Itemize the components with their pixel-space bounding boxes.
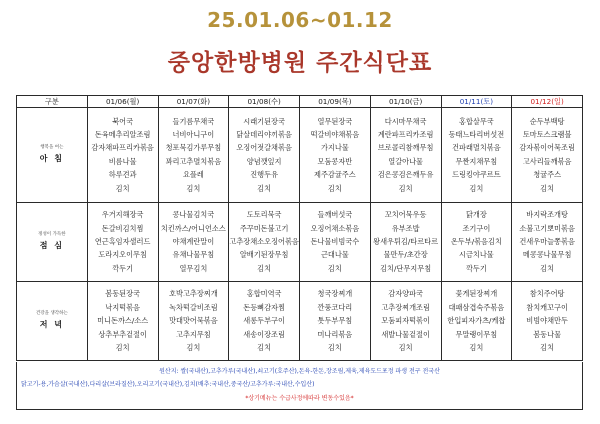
meal-label-lunch (17, 202, 88, 281)
menu-cell-lunch-thu (300, 202, 371, 281)
dish-item: 무짠지채무침 (455, 156, 498, 166)
dish-item: 김치 (257, 343, 272, 353)
dish-item: 물만두/초간장 (383, 250, 428, 260)
dish-item: 메콩콩나물무침 (522, 250, 572, 260)
day-header-fri: 01/10(금) (370, 96, 441, 108)
dish-item: 감자양파국 (388, 289, 423, 299)
dish-item: 돈육메추리알조림 (94, 130, 151, 140)
dish-item: 새롱두부구이 (243, 316, 285, 326)
meal-label-caption: 행복을 여는 (40, 145, 64, 151)
table-header-row (17, 96, 583, 108)
dish-item: 김치 (540, 343, 555, 353)
dish-item: 돈갈비김치찜 (101, 223, 144, 233)
dish-item: 북어국 (112, 116, 134, 126)
meal-label-caption: 건강을 생각하는 (35, 311, 68, 317)
dish-item: 돈나물비빔국수 (310, 237, 360, 247)
dish-item: 순두부백탕 (529, 116, 565, 126)
dish-item: 김치 (327, 263, 342, 273)
dish-item: 감자볶이어묵조림 (519, 143, 575, 153)
dish-item: 김치 (115, 183, 130, 193)
menu-cell-lunch-wed (229, 202, 300, 281)
dish-item: 고사리들깨볶음 (522, 156, 572, 166)
day-header-thu: 01/09(목) (300, 96, 371, 108)
dish-item: 가지나물 (320, 143, 349, 153)
dish-item: 도라지오이무침 (98, 250, 147, 260)
dish-item: 들기름무채국 (172, 116, 215, 126)
dish-item: 계란파프리카조림 (377, 130, 434, 140)
dish-item: 시래기된장국 (243, 116, 285, 126)
dish-item: 고추장찌개조림 (381, 302, 430, 312)
dish-item: 비빔야채만두 (526, 316, 568, 326)
dish-item: 온두부/볶음김치 (450, 237, 502, 247)
dish-item: 김치 (327, 183, 342, 193)
dish-item: 깍두기 (465, 263, 487, 273)
dish-item: 모둠피자떡볶이 (381, 316, 430, 326)
dish-item: 김치 (115, 343, 130, 353)
origin-note-line2: 닭고기-용,가슴살(국내산),다리살(브라질산),오리고기(국내산),김치(배추:국내산,중국산/고추가루:국내산,수입산) (21, 381, 315, 388)
dish-item: 청포묵김가루무침 (165, 143, 222, 153)
day-header-tue: 01/07(화) (158, 96, 229, 108)
day-header-sun: 01/12(일) (512, 96, 583, 108)
meal-label-dinner (17, 281, 88, 360)
dish-item: 참치캐꼬구이 (526, 302, 568, 312)
dish-item: 홍합미역국 (246, 289, 282, 299)
menu-cell-lunch-sun (512, 202, 583, 281)
dish-item: 깍두기 (112, 263, 134, 273)
meal-row-dinner (17, 281, 583, 360)
dish-item: 새송이장조림 (243, 329, 285, 339)
dish-item: 떡갈비야채볶음 (310, 130, 360, 140)
dish-item: 김치 (186, 183, 201, 193)
menu-cell-breakfast-thu (300, 108, 371, 203)
dish-item: 김치 (327, 343, 342, 353)
dish-item: 김치 (469, 343, 484, 353)
dish-item: 건새우마늘쫑볶음 (519, 237, 575, 247)
meal-label-name: 아 침 (39, 154, 64, 164)
dish-item: 모둠콩자반 (317, 156, 353, 166)
dish-item: 토마토스크램블 (522, 130, 572, 140)
meal-row-lunch (17, 202, 583, 281)
menu-cell-dinner-mon (87, 281, 158, 360)
menu-cell-dinner-thu (300, 281, 371, 360)
menu-cell-dinner-sat (441, 281, 512, 360)
day-header-sat: 01/11(토) (441, 96, 512, 108)
dish-item: 제주감귤주스 (314, 170, 356, 180)
dish-item: 열무된장국 (317, 116, 353, 126)
dish-item: 치킨까스/어니언소스 (160, 223, 226, 233)
dish-item: 김치/단무지무침 (380, 263, 432, 273)
dish-item: 미나리볶음 (317, 329, 353, 339)
dish-item: 참치주어탕 (529, 289, 565, 299)
dish-item: 청귤주스 (533, 170, 562, 180)
dish-item: 하루견과 (108, 170, 137, 180)
menu-cell-breakfast-wed (229, 108, 300, 203)
menu-cell-dinner-tue (158, 281, 229, 360)
dish-item: 김치 (540, 263, 555, 273)
dish-item: 고추지무침 (176, 329, 211, 339)
dish-item: 감자채파프리카볶음 (91, 143, 154, 153)
dish-item: 너비아니구이 (172, 130, 215, 140)
dish-item: 알배기된장무침 (239, 250, 289, 260)
dish-item: 시금치나물 (459, 250, 494, 260)
meal-label-name: 저 녁 (39, 320, 64, 330)
dish-item: 다시마무채국 (384, 116, 427, 126)
dish-item: 녹차떡갈비조림 (169, 302, 218, 312)
dish-item: 진행두유 (250, 170, 279, 180)
dish-item: 김치 (186, 343, 201, 353)
dish-item: 오징어젓갈채볶음 (236, 143, 292, 153)
date-range: 25.01.06~01.12 (207, 8, 393, 32)
dish-item: 꽈리고추멸치볶음 (165, 156, 222, 166)
dish-item: 연근흑임자샐러드 (94, 237, 151, 247)
dish-item: 주꾸미돈불고기 (239, 223, 289, 233)
page-title: 중앙한방병원 주간식단표 (167, 50, 433, 76)
menu-cell-breakfast-sun (512, 108, 583, 203)
menu-cell-breakfast-tue (158, 108, 229, 203)
dish-item: 조기구이 (462, 223, 491, 233)
dish-item: 김치 (540, 183, 555, 193)
dish-item: 봄동나물 (533, 329, 562, 339)
menu-cell-dinner-fri (370, 281, 441, 360)
menu-cell-breakfast-fri (370, 108, 441, 203)
dish-item: 미니돈까스/소스 (97, 316, 149, 326)
dish-item: 비름나물 (108, 156, 137, 166)
menu-cell-breakfast-sat (441, 108, 512, 203)
dish-item: 깐풍코다리 (317, 302, 353, 312)
meal-row-breakfast (17, 108, 583, 203)
dish-item: 근대나물 (320, 250, 349, 260)
menu-cell-lunch-fri (370, 202, 441, 281)
dish-item: 드링킹야쿠르트 (452, 170, 501, 180)
dish-item: 돈등뼈감자찜 (243, 302, 285, 312)
dish-item: 새발나물겉절이 (381, 329, 430, 339)
dish-item: 낙지떡볶음 (105, 302, 140, 312)
dish-item: 톳두부무침 (317, 316, 353, 326)
dish-item: 우거지해장국 (101, 210, 144, 220)
dish-item: 요플레 (182, 170, 204, 180)
dish-item: 바지락조개탕 (526, 210, 568, 220)
menu-cell-breakfast-mon (87, 108, 158, 203)
dish-item: 검은콩검은깨두유 (377, 170, 434, 180)
dish-item: 무말랭이무침 (455, 329, 498, 339)
dish-item: 꽃게된장찌개 (455, 289, 498, 299)
dish-item: 봄동된장국 (105, 289, 140, 299)
dish-item: 닭살데리야끼볶음 (236, 130, 292, 140)
dish-item: 김치 (257, 183, 272, 193)
menu-cell-dinner-wed (229, 281, 300, 360)
dish-item: 도토리묵국 (246, 210, 282, 220)
dish-item: 소불고기뽀미볶음 (519, 223, 575, 233)
dish-item: 유채나물무침 (172, 250, 215, 260)
dish-item: 상추부추겉절이 (98, 329, 147, 339)
dish-item: 들깨버섯국 (317, 210, 353, 220)
dish-item: 고추장채소오징어볶음 (229, 237, 299, 247)
dish-item: 왕새우튀김/타르타르 (373, 237, 439, 247)
notes-box (16, 362, 583, 410)
dish-item: 열갈아나물 (388, 156, 423, 166)
dish-item: 동태느타리버섯전 (448, 130, 505, 140)
meal-label-caption: 정성이 가득한 (38, 232, 66, 238)
dish-item: 김치 (398, 343, 413, 353)
dish-item: 닭개장 (465, 210, 487, 220)
day-header-mon: 01/06(월) (87, 96, 158, 108)
dish-item: 홍합살무국 (459, 116, 494, 126)
dish-item: 호박고추장찌개 (169, 289, 218, 299)
dish-item: 브로콜리참깨무침 (377, 143, 434, 153)
dish-item: 오징어채소볶음 (310, 223, 360, 233)
menu-cell-lunch-sat (441, 202, 512, 281)
dish-item: 양념깻잎지 (246, 156, 282, 166)
dish-item: 김치 (398, 183, 413, 193)
menu-cell-dinner-sun (512, 281, 583, 360)
dish-item: 김치 (257, 263, 272, 273)
menu-cell-lunch-mon (87, 202, 158, 281)
dish-item: 유부조밥 (391, 223, 420, 233)
dish-item: 콩나물김치국 (172, 210, 215, 220)
origin-note-line1: 원산지: 쌀(국내산),고추가루(국내산),쇠고기(호주산),돈육-한돈,장조림,제육,제육도드포정 파생 전구 전국산 (159, 368, 440, 375)
dish-item: 김치 (469, 183, 484, 193)
dish-item: 한입피자가츠/케찹 (447, 316, 506, 326)
change-notice: *상기메뉴는 수급사정에따라 변동수있음* (245, 395, 354, 402)
dish-item: 대패삼겹숙주볶음 (448, 302, 505, 312)
menu-cell-lunch-tue (158, 202, 229, 281)
dish-item: 청국장찌개 (317, 289, 353, 299)
dish-item: 맛대맛어묵볶음 (169, 316, 218, 326)
dish-item: 건파래멸치볶음 (452, 143, 501, 153)
meal-label-breakfast (17, 108, 88, 203)
corner-header: 구분 (17, 96, 88, 108)
dish-item: 꼬치어묵우동 (384, 210, 427, 220)
weekly-menu-table (16, 95, 583, 361)
meal-label-name: 점 심 (39, 241, 64, 251)
dish-item: 야채계란말이 (172, 237, 215, 247)
day-header-wed: 01/08(수) (229, 96, 300, 108)
dish-item: 열무김치 (179, 263, 208, 273)
